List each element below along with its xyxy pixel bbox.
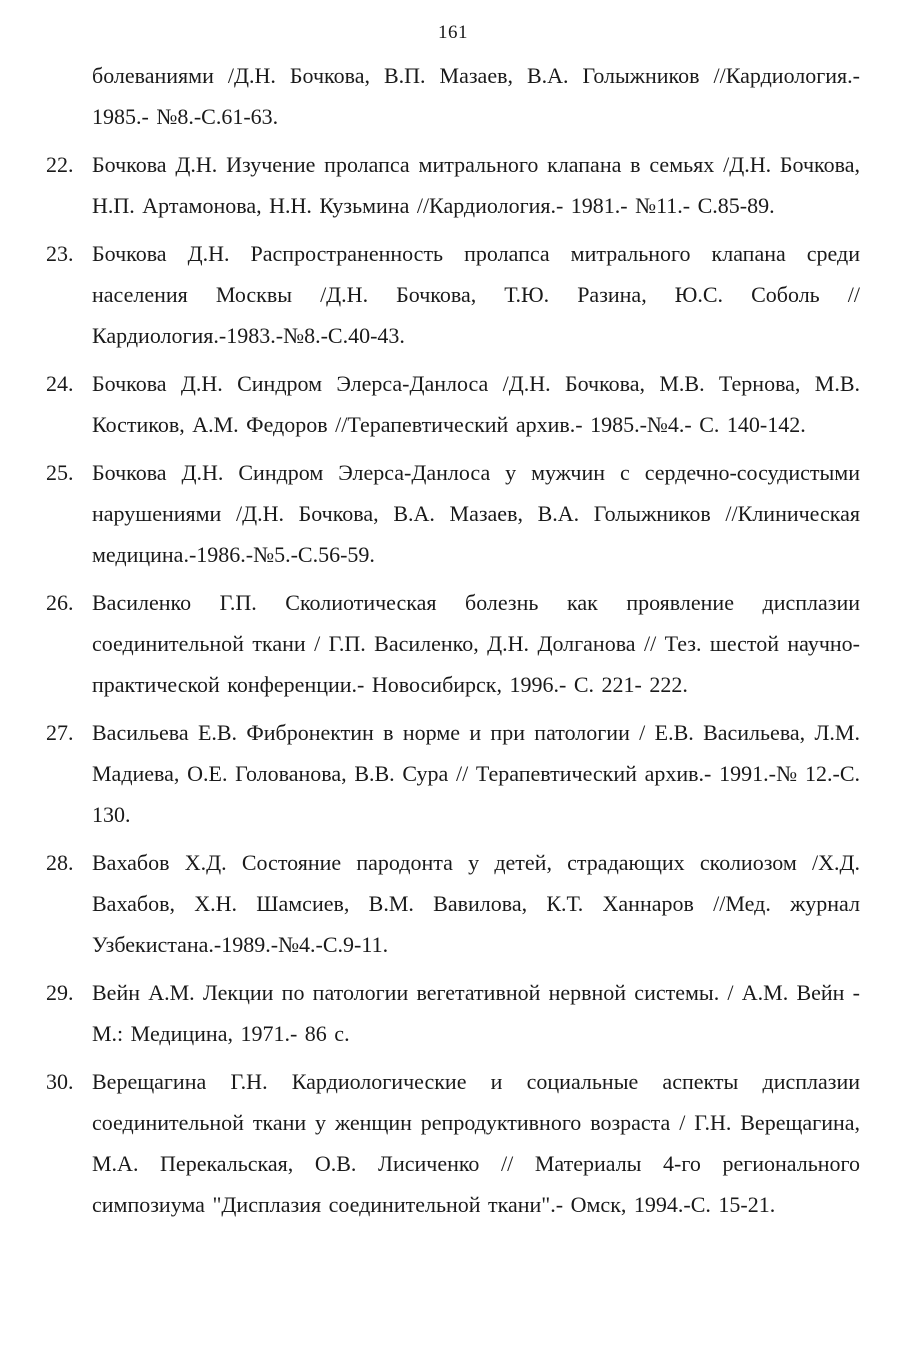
reference-number: 28. <box>46 850 74 875</box>
reference-number: 29. <box>46 980 74 1005</box>
reference-item <box>0 363 906 445</box>
reference-item <box>0 972 906 1054</box>
reference-number: 25. <box>46 460 74 485</box>
reference-list <box>0 55 906 1232</box>
reference-number: 24. <box>46 371 74 396</box>
reference-number: 26. <box>46 590 74 615</box>
reference-text: Вахабов Х.Д. Состояние пародонта у детей, страдающих сколиозом /Х.Д. Вахабов, Х.Н. Шамсиев, В.М. Вавилова, К.Т. Ханнаров //Мед. журнал Узбекистана.-1989.-№4.-С.9-11. <box>92 850 860 957</box>
reference-text: Васильева Е.В. Фибронектин в норме и при патологии / Е.В. Васильева, Л.М. Мадиева, О.Е. Голованова, В.В. Сура // Терапевтический архив.- 1991.-№ 12.-С. 130. <box>92 720 860 827</box>
reference-text: Василенко Г.П. Сколиотическая болезнь как проявление дисплазии соединительной ткани / Г.П. Василенко, Д.Н. Долганова // Тез. шестой научно- практической конференции.- Новосибирск, 1996.- С. 221- 222. <box>92 590 860 697</box>
page-number: 161 <box>438 22 468 43</box>
reference-item <box>0 452 906 575</box>
reference-item <box>0 233 906 356</box>
reference-text: Бочкова Д.Н. Синдром Элерса-Данлоса /Д.Н. Бочкова, М.В. Тернова, М.В. Костиков, А.М. Федоров //Терапевтический архив.- 1985.-№4.- С. 140-142. <box>92 371 860 437</box>
reference-item <box>0 842 906 965</box>
reference-item <box>0 712 906 835</box>
reference-item <box>0 1061 906 1225</box>
reference-number: 30. <box>46 1069 74 1094</box>
reference-text: Вейн А.М. Лекции по патологии вегетативной нервной системы. / А.М. Вейн - М.: Медицина, 1971.- 86 с. <box>92 980 860 1046</box>
reference-item <box>0 144 906 226</box>
reference-number: 23. <box>46 241 74 266</box>
reference-text: Бочкова Д.Н. Изучение пролапса митрального клапана в семьях /Д.Н. Бочкова, Н.П. Артамонова, Н.Н. Кузьмина //Кардиология.- 1981.- №11.- С.85-89. <box>92 152 860 218</box>
reference-continuation <box>0 55 906 137</box>
reference-text: болеваниями /Д.Н. Бочкова, В.П. Мазаев, В.А. Голыжников //Кардиология.- 1985.- №8.-С.61-63. <box>92 63 860 129</box>
reference-text: Верещагина Г.Н. Кардиологические и социальные аспекты дисплазии соединительной ткани у женщин репродуктивного возраста / Г.Н. Верещагина, М.А. Перекальская, О.В. Лисиченко // Материалы 4-го регионального симпозиума "Дисплазия соединительной ткани".- Омск, 1994.-С. 15-21. <box>92 1069 860 1217</box>
reference-number: 27. <box>46 720 74 745</box>
reference-number: 22. <box>46 152 74 177</box>
reference-text: Бочкова Д.Н. Синдром Элерса-Данлоса у мужчин с сердечно-сосудистыми нарушениями /Д.Н. Бочкова, В.А. Мазаев, В.А. Голыжников //Клиническая медицина.-1986.-№5.-С.56-59. <box>92 460 860 567</box>
reference-text: Бочкова Д.Н. Распространенность пролапса митрального клапана среди населения Москвы /Д.Н. Бочкова, Т.Ю. Разина, Ю.С. Соболь //Кардиология.-1983.-№8.-С.40-43. <box>92 241 860 348</box>
reference-item <box>0 582 906 705</box>
